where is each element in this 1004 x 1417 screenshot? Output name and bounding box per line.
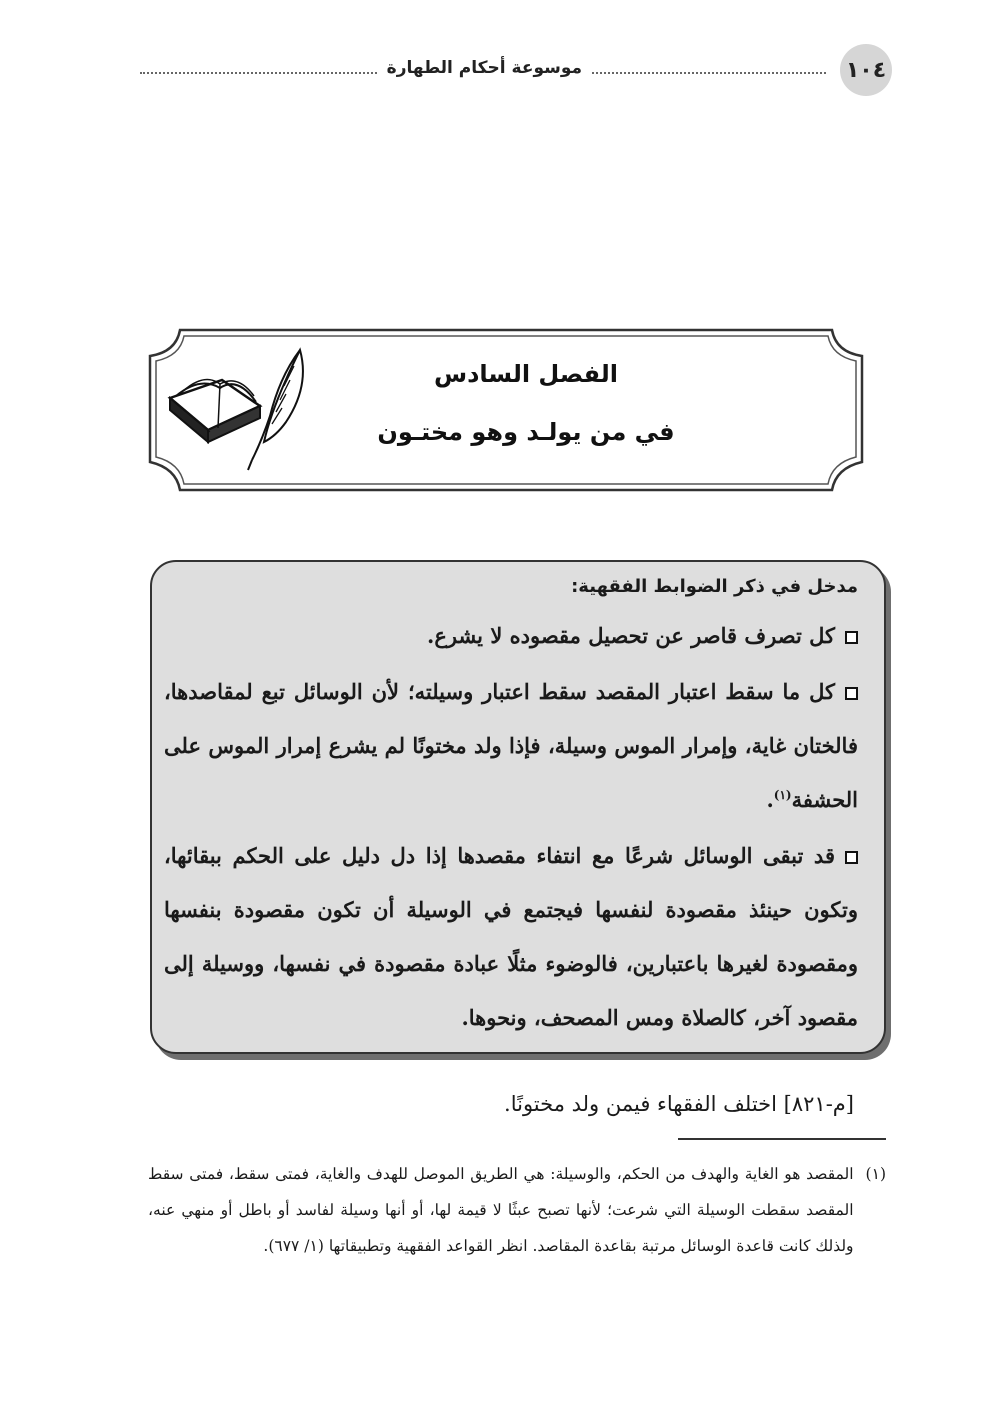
footnote-marker: (١)	[865, 1165, 886, 1183]
checkbox-bullet-icon	[845, 851, 858, 864]
chapter-title: الفصل السادس	[433, 360, 619, 388]
running-title-row	[140, 58, 826, 78]
chapter-subtitle: في من يولـد وهو مختـون	[377, 418, 675, 446]
leader-dots-left	[140, 62, 377, 74]
running-title: موسوعة أحكام الطهارة	[386, 58, 582, 78]
book-and-quill-icon	[160, 336, 310, 476]
body-paragraph: [م-٨٢١] اختلف الفقهاء فيمن ولد مختونًا.	[504, 1092, 854, 1116]
rule-text: كل ما سقط اعتبار المقصد سقط اعتبار وسيلته؛ لأن الوسائل تبع لمقاصدها، فالختان غاية، وإمرار الموس وسيلة، فإذا ولد مختونًا لم يشرع إمرار الموس على الحشفة	[164, 679, 858, 812]
footnote-separator	[678, 1138, 886, 1140]
checkbox-bullet-icon	[845, 631, 858, 644]
rule-item	[164, 609, 858, 663]
footnote	[148, 1156, 886, 1264]
footnote-ref[interactable]: (١)	[773, 788, 792, 802]
rule-tail: .	[766, 787, 774, 812]
rules-box	[150, 560, 886, 1054]
rules-heading: مدخل في ذكر الضوابط الفقهية:	[571, 576, 858, 597]
checkbox-bullet-icon	[845, 687, 858, 700]
footnote-text: المقصد هو الغاية والهدف من الحكم، والوسيلة: هي الطريق الموصل للهدف والغاية، فمتى سقط، فمتى سقط المقصد سقطت الوسيلة التي شرعت؛ لأنها تصبح عبثًا لا قيمة لها، أو أنها وسيلة لفاسد أو باطل أو منهي عنه، ولذلك كانت قاعدة الوسائل مرتبة بقاعدة المقاصد. انظر القواعد الفقهية وتطبيقاتها (١/ ٦٧٧).	[148, 1165, 854, 1255]
rule-text: كل تصرف قاصر عن تحصيل مقصوده لا يشرع.	[427, 623, 835, 648]
page-header	[140, 44, 892, 100]
rule-item	[164, 829, 858, 1045]
chapter-banner	[146, 326, 866, 494]
leader-dots-right	[592, 62, 826, 74]
rule-item	[164, 665, 858, 827]
page-number: ١٠٤	[840, 44, 892, 96]
rule-text: قد تبقى الوسائل شرعًا مع انتفاء مقصدها إذا دل دليل على الحكم ببقائها، وتكون حينئذ مقصودة لنفسها فيجتمع في الوسيلة أن تكون مقصودة بنفسها ومقصودة لغيرها باعتبارين، فالوضوء مثلًا عبادة مقصودة في نفسها، ووسيلة إلى مقصود آخر، كالصلاة ومس المصحف، ونحوها.	[164, 843, 858, 1030]
